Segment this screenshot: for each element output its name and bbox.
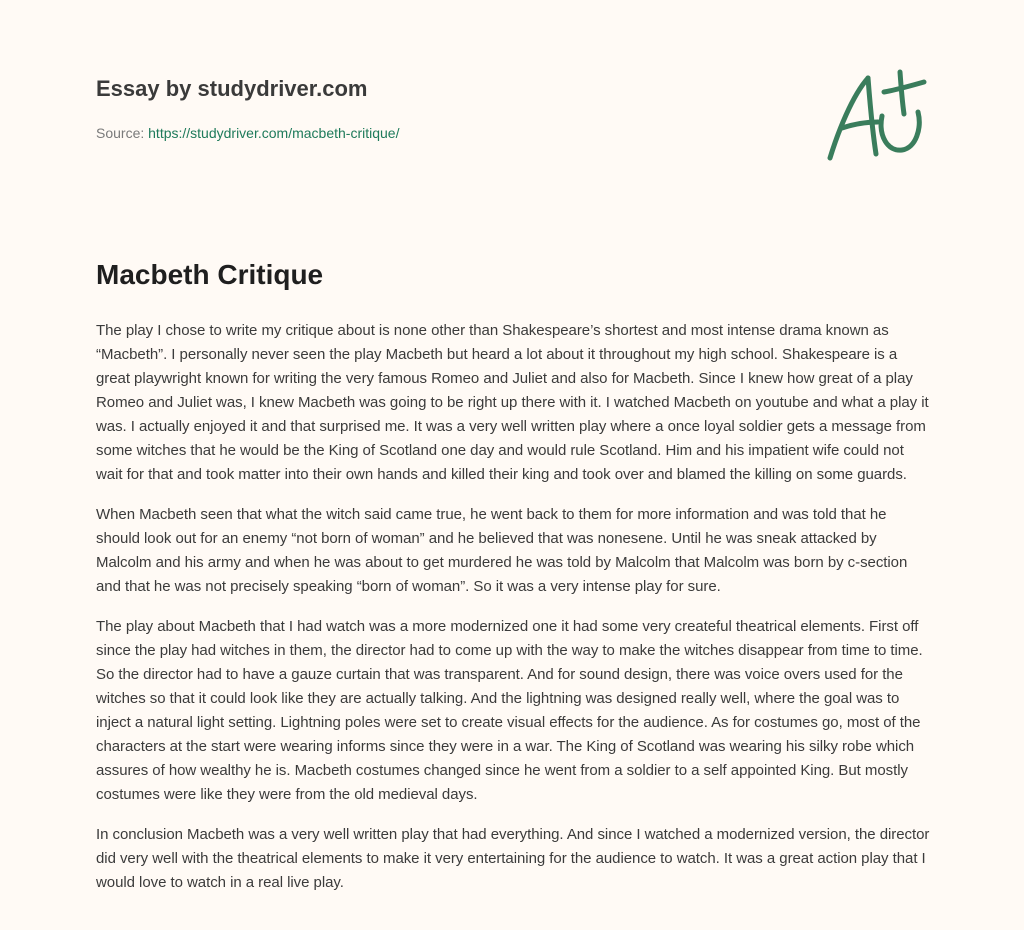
source-label: Source:: [96, 125, 149, 141]
essay-paragraph: The play about Macbeth that I had watch was a more modernized one it had some very createful theatrical elements. First off since the play had witches in them, the director had to come up with the way to make the witches disappear from time to time. So the director had to have a gauze curtain that was transparent. And for sound design, there was voice overs used for the witches so that it could look like they are actually talking. And the lightning was designed really well, where the goal was to inject a natural light setting. Lightning poles were set to create visual effects for the audience. As for costumes go, most of the characters at the start were wearing informs since they were in a war. The King of Scotland was wearing his silky robe which assures of how wealthy he is. Macbeth costumes changed since he went from a soldier to a self appointed King. But mostly costumes were like they were from the old medieval days.: [96, 618, 923, 803]
page-header: [96, 74, 796, 142]
essay-paragraph: The play I chose to write my critique about is none other than Shakespeare’s shortest and most intense drama known as “Macbeth”. I personally never seen the play Macbeth but heard a lot about it throughout my high school. Shakespeare is a great playwright known for writing the very famous Romeo and Juliet and also for Macbeth. Since I knew how great of a play Romeo and Juliet was, I knew Macbeth was going to be right up there with it. I watched Macbeth on youtube and what a play it was. I actually enjoyed it and that surprised me. It was a very well written play where a once loyal soldier gets a message from some witches that he would be the King of Scotland one day and would rule Scotland. Him and his impatient wife could not wait for that and took matter into their own hands and killed their king and took over and blamed the killing on some guards.: [96, 322, 929, 483]
a-plus-logo-icon: [822, 66, 928, 166]
site-title: Essay by studydriver.com: [96, 76, 368, 101]
source-link[interactable]: https://studydriver.com/macbeth-critique/: [148, 125, 400, 141]
essay-paragraph: In conclusion Macbeth was a very well written play that had everything. And since I watched a modernized version, the director did very well with the theatrical elements to make it very entertaining for the audience to watch. It was a great action play that I would love to watch in a real live play.: [96, 826, 930, 891]
essay-article: [96, 258, 930, 911]
essay-paragraph: When Macbeth seen that what the witch said came true, he went back to them for more information and was told that he should look out for an enemy “not born of woman” and he believed that was nonesene. Until he was sneak attacked by Malcolm and his army and when he was about to get murdered he was told by Malcolm that Malcolm was born by c-section and that he was not precisely speaking “born of woman”. So it was a very intense play for sure.: [96, 506, 908, 595]
source-line: [96, 124, 796, 142]
essay-title: Macbeth Critique: [96, 259, 324, 290]
